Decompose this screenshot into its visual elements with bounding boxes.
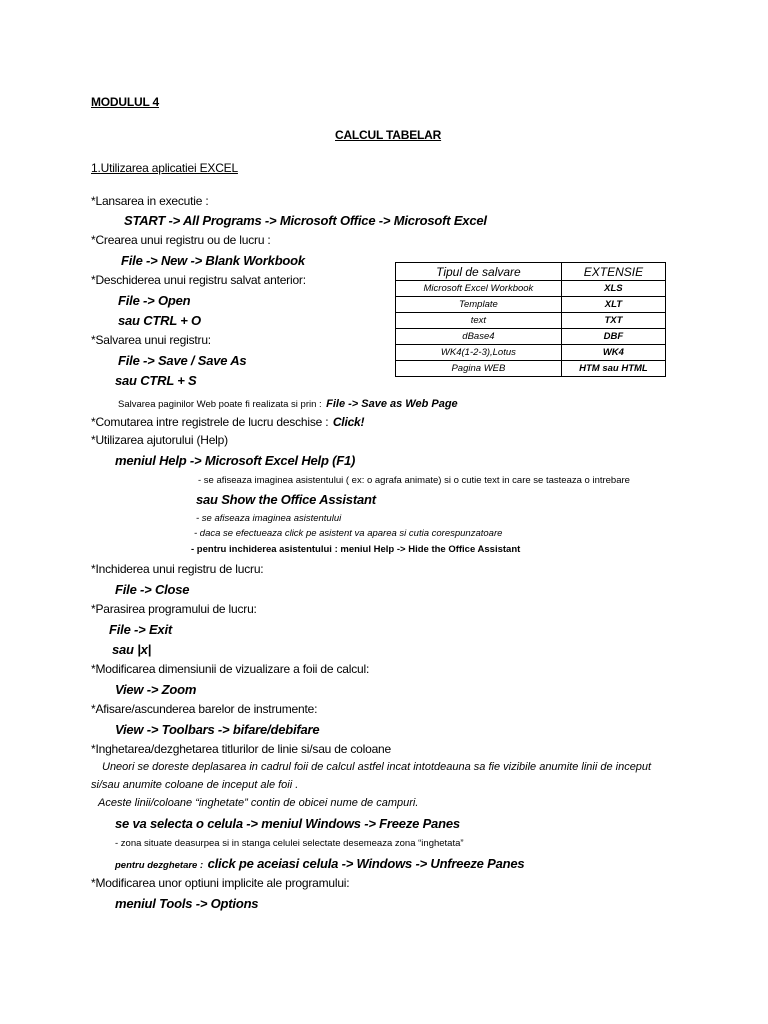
open-heading: *Deschiderea unui registru salvat anterior: [91,273,306,287]
toolbars-path: View -> Toolbars -> bifare/debifare [115,722,320,737]
close-path: File -> Close [115,582,190,597]
options-heading: *Modificarea unor optiuni implicite ale programului: [91,876,350,890]
exit-heading: *Parasirea programului de lucru: [91,602,257,616]
table-row [396,329,666,345]
freeze-heading: *Inghetarea/dezghetarea titlurilor de linie si/sau de coloane [91,742,392,756]
freeze-note-4: - zona situate deasurpea si in stanga celulei selectate desemeaza zona “inghetata” [115,838,464,849]
freeze-note-3: Aceste linii/coloane “inghetate” contin de obicei nume de campuri. [98,797,419,809]
switch-heading: *Comutarea intre registrele de lucru deschise : [91,415,329,429]
launch-heading: *Lansarea in executie : [91,194,209,208]
table-cell: Pagina WEB [396,361,562,377]
section-heading: 1.Utilizarea aplicatiei EXCEL [91,161,238,175]
freeze-note-1: Uneori se doreste deplasarea in cadrul foii de calcul astfel incat intotdeauna sa fie vizibile anumite linii de inceput [102,761,652,773]
freeze-note-2: si/sau anumite coloane de inceput ale foii . [91,779,299,791]
table-header-row [396,263,666,281]
table-cell: WK4(1-2-3),Lotus [396,345,562,361]
table-cell: dBase4 [396,329,562,345]
save-path: File -> Save / Save As [118,353,247,368]
help-path: meniul Help -> Microsoft Excel Help (F1) [115,453,356,468]
switch-action: Click! [332,415,365,429]
web-save-note: Salvarea paginilor Web poate fi realizata si prin : [118,399,322,410]
table-cell: WK4 [561,345,665,361]
save-heading: *Salvarea unui registru: [91,333,211,347]
table-cell: Microsoft Excel Workbook [396,281,562,297]
table-row [396,361,666,377]
help-note-1: - se afiseaza imaginea asistentului ( ex: o agrafa animate) si o cutie text in care se tasteaza o intrebare [198,475,630,486]
table-row [396,297,666,313]
table-row [396,313,666,329]
table-cell: XLT [561,297,665,313]
unfreeze-label: pentru dezghetare : [115,860,204,871]
table-header: EXTENSIE [561,263,665,281]
zoom-heading: *Modificarea dimensiunii de vizualizare a foii de calcul: [91,662,370,676]
launch-path: START -> All Programs -> Microsoft Office -> Microsoft Excel [124,213,487,228]
module-heading: MODULUL 4 [91,95,159,109]
help-assistant: sau Show the Office Assistant [196,492,376,507]
save-type-table [395,262,666,377]
web-save-line [118,395,458,411]
switch-line [91,414,364,430]
open-shortcut: sau CTRL + O [118,313,201,328]
help-note-3: - daca se efectueaza click pe asistent va aparea si cutia corespunzatoare [194,528,503,539]
zoom-path: View -> Zoom [115,682,197,697]
close-heading: *Inchiderea unui registru de lucru: [91,562,264,576]
unfreeze-line [115,856,524,872]
page-title: CALCUL TABELAR [335,128,442,142]
table-cell: DBF [561,329,665,345]
table-row [396,345,666,361]
unfreeze-path: click pe aceiasi celula -> Windows -> Unfreeze Panes [207,856,525,871]
table-cell: TXT [561,313,665,329]
exit-close-button: sau |x| [112,642,152,657]
create-heading: *Crearea unui registru ou de lucru : [91,233,271,247]
exit-path: File -> Exit [109,622,172,637]
table-row [396,281,666,297]
table-cell: HTM sau HTML [561,361,665,377]
table-cell: XLS [561,281,665,297]
freeze-path: se va selecta o celula -> meniul Windows -> Freeze Panes [115,816,460,831]
help-heading: *Utilizarea ajutorului (Help) [91,433,228,447]
table-cell: text [396,313,562,329]
table-header: Tipul de salvare [396,263,562,281]
toolbars-heading: *Afisare/ascunderea barelor de instrumente: [91,702,318,716]
table-cell: Template [396,297,562,313]
options-path: meniul Tools -> Options [115,896,259,911]
help-note-4: - pentru inchiderea asistentului : meniul Help -> Hide the Office Assistant [191,544,521,555]
open-path: File -> Open [118,293,191,308]
web-save-path: File -> Save as Web Page [326,398,458,410]
help-note-2: - se afiseaza imaginea asistentului [196,513,342,524]
create-path: File -> New -> Blank Workbook [121,253,305,268]
save-shortcut: sau CTRL + S [115,373,197,388]
